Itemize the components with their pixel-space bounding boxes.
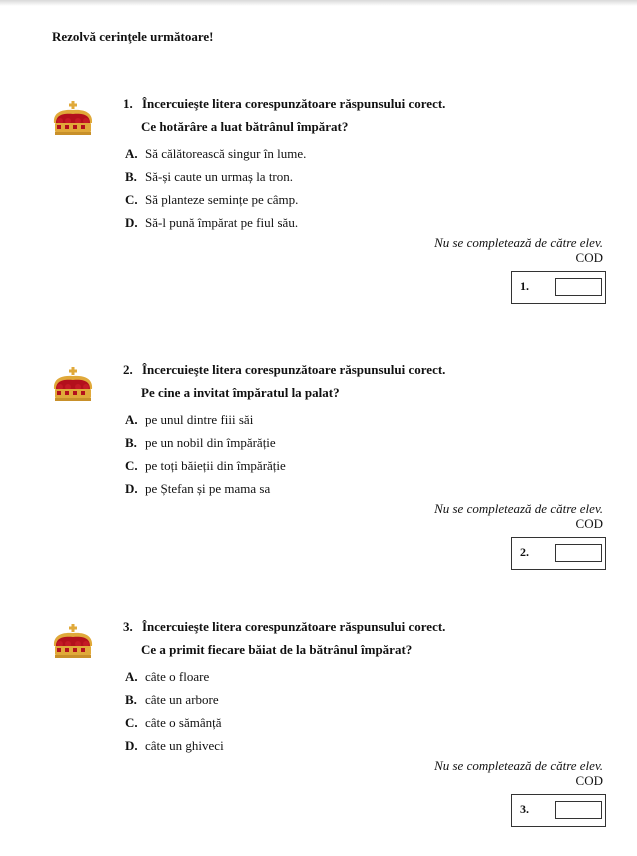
code-box <box>511 271 606 304</box>
question-instruction: Încercuieşte litera corespunzătoare răspunsului corect. <box>142 619 446 634</box>
option-c[interactable] <box>125 454 286 477</box>
crown-icon <box>51 367 95 403</box>
option-b[interactable] <box>125 431 286 454</box>
option-letter[interactable]: D. <box>125 738 138 753</box>
option-d[interactable] <box>125 734 224 757</box>
option-d[interactable] <box>125 211 306 234</box>
option-d[interactable] <box>125 477 286 500</box>
options-list <box>125 408 286 500</box>
code-box <box>511 794 606 827</box>
option-text: câte o sămânță <box>145 715 222 730</box>
option-a[interactable] <box>125 142 306 165</box>
code-input-box[interactable] <box>555 801 602 819</box>
option-letter[interactable]: C. <box>125 458 138 473</box>
option-c[interactable] <box>125 711 224 734</box>
crown-icon <box>51 101 95 137</box>
option-a[interactable] <box>125 408 286 431</box>
option-letter[interactable]: A. <box>125 669 138 684</box>
option-a[interactable] <box>125 665 224 688</box>
option-letter[interactable]: A. <box>125 146 138 161</box>
options-list <box>125 665 224 757</box>
teacher-only-note: Nu se completează de către elev. <box>434 758 603 773</box>
code-number: 3. <box>520 802 529 816</box>
question-instruction: Încercuieşte litera corespunzătoare răspunsului corect. <box>142 96 446 111</box>
option-text: pe un nobil din împărăție <box>145 435 276 450</box>
question-title <box>123 96 445 112</box>
option-text: Să planteze semințe pe câmp. <box>145 192 299 207</box>
question-number: 3. <box>123 619 133 634</box>
question-instruction: Încercuieşte litera corespunzătoare răspunsului corect. <box>142 362 446 377</box>
teacher-only-note: Nu se completează de către elev. <box>434 235 603 250</box>
question-number: 2. <box>123 362 133 377</box>
cod-label: COD <box>575 250 603 265</box>
question-text: Ce hotărâre a luat bătrânul împărat? <box>141 119 349 134</box>
option-b[interactable] <box>125 688 224 711</box>
instruction-heading: Rezolvă cerinţele următoare! <box>52 29 214 44</box>
option-text: câte o floare <box>145 669 210 684</box>
question-text: Pe cine a invitat împăratul la palat? <box>141 385 340 400</box>
option-letter[interactable]: B. <box>125 435 137 450</box>
option-text: câte un arbore <box>145 692 219 707</box>
option-text: pe toți băieții din împărăție <box>145 458 286 473</box>
question-3 <box>0 619 637 849</box>
code-box <box>511 537 606 570</box>
options-list <box>125 142 306 234</box>
question-title <box>123 619 445 635</box>
option-text: pe Ștefan și pe mama sa <box>145 481 271 496</box>
question-2 <box>0 362 637 592</box>
option-letter[interactable]: A. <box>125 412 138 427</box>
option-c[interactable] <box>125 188 306 211</box>
option-text: pe unul dintre fiii săi <box>145 412 254 427</box>
code-input-box[interactable] <box>555 278 602 296</box>
option-text: Să-și caute un urmaș la tron. <box>145 169 294 184</box>
option-letter[interactable]: C. <box>125 715 138 730</box>
option-text: câte un ghiveci <box>145 738 224 753</box>
code-input-box[interactable] <box>555 544 602 562</box>
option-letter[interactable]: D. <box>125 215 138 230</box>
code-number: 1. <box>520 279 529 293</box>
option-text: Să-l pună împărat pe fiul său. <box>145 215 299 230</box>
option-text: Să călătorească singur în lume. <box>145 146 307 161</box>
cod-label: COD <box>575 773 603 788</box>
question-1 <box>0 96 637 326</box>
crown-icon <box>51 624 95 660</box>
option-letter[interactable]: C. <box>125 192 138 207</box>
option-letter[interactable]: B. <box>125 169 137 184</box>
question-title <box>123 362 445 378</box>
page-top-shadow <box>0 0 637 6</box>
cod-label: COD <box>575 516 603 531</box>
question-text: Ce a primit fiecare băiat de la bătrânul împărat? <box>141 642 413 657</box>
option-letter[interactable]: B. <box>125 692 137 707</box>
option-letter[interactable]: D. <box>125 481 138 496</box>
question-number: 1. <box>123 96 133 111</box>
code-number: 2. <box>520 545 529 559</box>
teacher-only-note: Nu se completează de către elev. <box>434 501 603 516</box>
option-b[interactable] <box>125 165 306 188</box>
